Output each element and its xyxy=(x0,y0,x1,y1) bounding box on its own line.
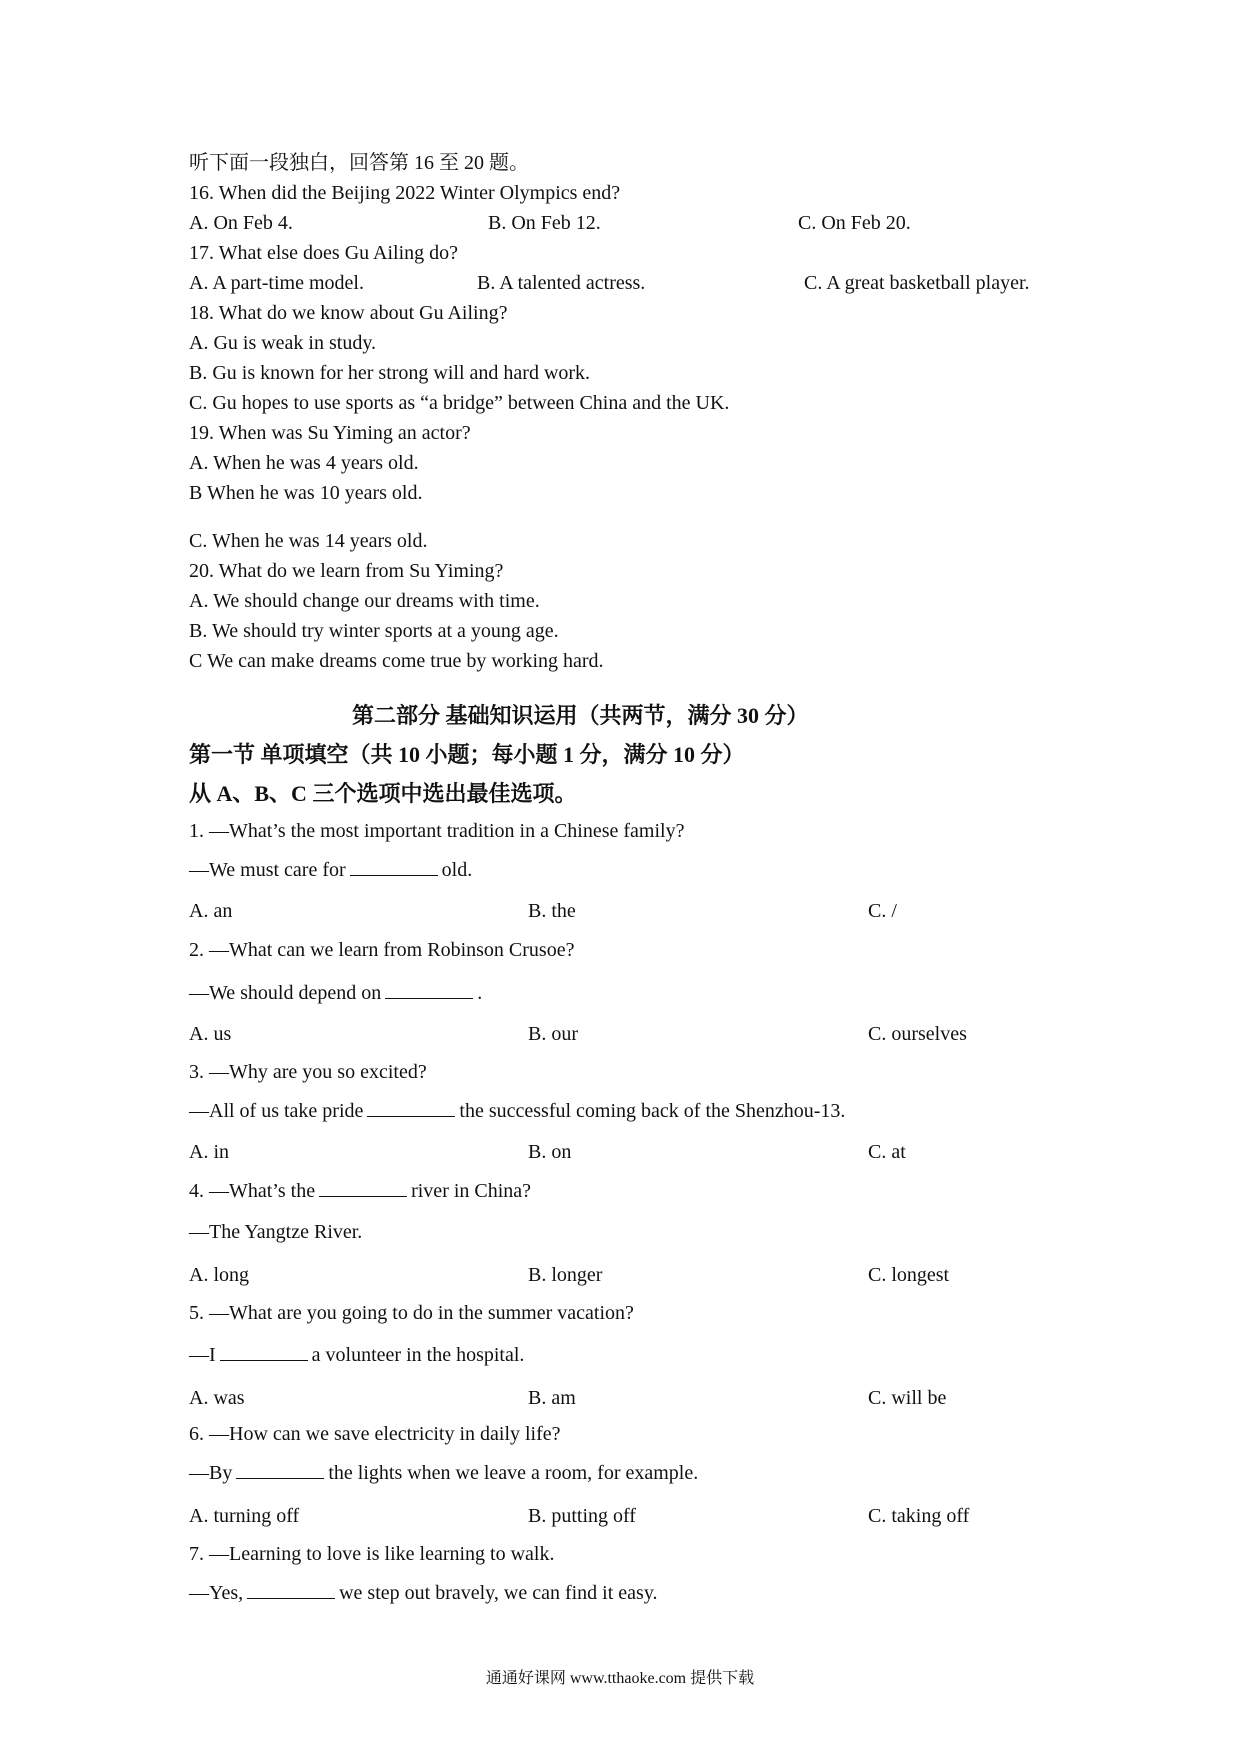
answer-blank xyxy=(247,1580,335,1599)
q7-response-end: we step out bravely, we can find it easy. xyxy=(339,1582,658,1604)
question-6: 6. —How can we save electricity in daily life? xyxy=(189,1423,561,1445)
question-3: 3. —Why are you so excited? xyxy=(189,1061,427,1083)
q1-option-b: B. the xyxy=(528,900,576,922)
q20-option-b: B. We should try winter sports at a young age. xyxy=(189,620,559,642)
answer-blank xyxy=(385,980,473,999)
question-7: 7. —Learning to love is like learning to walk. xyxy=(189,1543,555,1565)
q2-response xyxy=(189,980,482,1006)
q17-option-a: A. A part-time model. xyxy=(189,272,364,294)
q7-response xyxy=(189,1580,658,1606)
q4-option-c: C. longest xyxy=(868,1264,950,1286)
section-one-title: 第一节 单项填空（共 10 小题；每小题 1 分，满分 10 分） xyxy=(189,742,745,767)
q1-response xyxy=(189,857,472,883)
q6-option-c: C. taking off xyxy=(868,1505,970,1527)
q5-response-end: a volunteer in the hospital. xyxy=(311,1344,525,1366)
q3-option-c: C. at xyxy=(868,1141,906,1163)
question-19: 19. When was Su Yiming an actor? xyxy=(189,422,471,444)
question-17: 17. What else does Gu Ailing do? xyxy=(189,242,459,264)
listening-intro: 听下面一段独白，回答第 16 至 20 题。 xyxy=(189,152,529,174)
q3-option-b: B. on xyxy=(528,1141,572,1163)
q7-response-start: —Yes, xyxy=(189,1582,244,1604)
question-18: 18. What do we know about Gu Ailing? xyxy=(189,302,508,324)
q19-option-a: A. When he was 4 years old. xyxy=(189,452,419,474)
q5-option-c: C. will be xyxy=(868,1387,947,1409)
question-20: 20. What do we learn from Su Yiming? xyxy=(189,560,504,582)
answer-blank xyxy=(319,1178,407,1197)
q2-response-start: —We should depend on xyxy=(189,982,382,1004)
q18-option-a: A. Gu is weak in study. xyxy=(189,332,377,354)
q20-option-a: A. We should change our dreams with time. xyxy=(189,590,540,612)
q1-option-c: C. / xyxy=(868,900,897,922)
q5-option-a: A. was xyxy=(189,1387,245,1409)
page-footer: 通通好课网 www.tthaoke.com 提供下载 xyxy=(485,1670,755,1687)
q6-option-a: A. turning off xyxy=(189,1505,300,1527)
q6-response-end: the lights when we leave a room, for example. xyxy=(328,1462,699,1484)
q5-response xyxy=(189,1342,524,1368)
q3-response xyxy=(189,1098,845,1124)
q6-response-start: —By xyxy=(189,1462,233,1484)
q17-option-c: C. A great basketball player. xyxy=(804,272,1030,294)
q6-option-b: B. putting off xyxy=(528,1505,636,1527)
q1-response-start: —We must care for xyxy=(189,859,346,881)
q16-option-b: B. On Feb 12. xyxy=(488,212,601,234)
q17-option-b: B. A talented actress. xyxy=(477,272,646,294)
q2-option-c: C. ourselves xyxy=(868,1023,967,1045)
q2-response-end: . xyxy=(477,982,483,1004)
q18-option-c: C. Gu hopes to use sports as “a bridge” between China and the UK. xyxy=(189,392,730,414)
q5-option-b: B. am xyxy=(528,1387,576,1409)
question-1: 1. —What’s the most important tradition in a Chinese family? xyxy=(189,820,685,842)
q3-option-a: A. in xyxy=(189,1141,229,1163)
question-5: 5. —What are you going to do in the summer vacation? xyxy=(189,1302,634,1324)
q4-question-start: 4. —What’s the xyxy=(189,1180,316,1202)
q19-option-c: C. When he was 14 years old. xyxy=(189,530,428,552)
q1-response-end: old. xyxy=(441,859,473,881)
q16-option-a: A. On Feb 4. xyxy=(189,212,293,234)
q4-option-a: A. long xyxy=(189,1264,249,1286)
q1-option-a: A. an xyxy=(189,900,233,922)
q2-option-b: B. our xyxy=(528,1023,578,1045)
question-2: 2. —What can we learn from Robinson Crusoe? xyxy=(189,939,575,961)
answer-blank xyxy=(350,857,438,876)
q3-response-start: —All of us take pride xyxy=(189,1100,364,1122)
q20-option-c: C We can make dreams come true by working hard. xyxy=(189,650,604,672)
q16-option-c: C. On Feb 20. xyxy=(798,212,911,234)
q2-option-a: A. us xyxy=(189,1023,232,1045)
q5-response-start: —I xyxy=(189,1344,216,1366)
q4-question-end: river in China? xyxy=(411,1180,532,1202)
q3-response-end: the successful coming back of the Shenzhou-13. xyxy=(459,1100,846,1122)
q18-option-b: B. Gu is known for her strong will and hard work. xyxy=(189,362,591,384)
answer-blank xyxy=(367,1098,455,1117)
question-4 xyxy=(189,1178,531,1204)
q19-option-b: B When he was 10 years old. xyxy=(189,482,423,504)
q4-response: —The Yangtze River. xyxy=(189,1221,363,1243)
question-16: 16. When did the Beijing 2022 Winter Olympics end? xyxy=(189,182,621,204)
q4-option-b: B. longer xyxy=(528,1264,603,1286)
part-two-title: 第二部分 基础知识运用（共两节，满分 30 分） xyxy=(352,703,809,728)
answer-blank xyxy=(220,1342,308,1361)
section-instruction: 从 A、B、C 三个选项中选出最佳选项。 xyxy=(189,781,577,806)
answer-blank xyxy=(236,1460,324,1479)
q6-response xyxy=(189,1460,698,1486)
